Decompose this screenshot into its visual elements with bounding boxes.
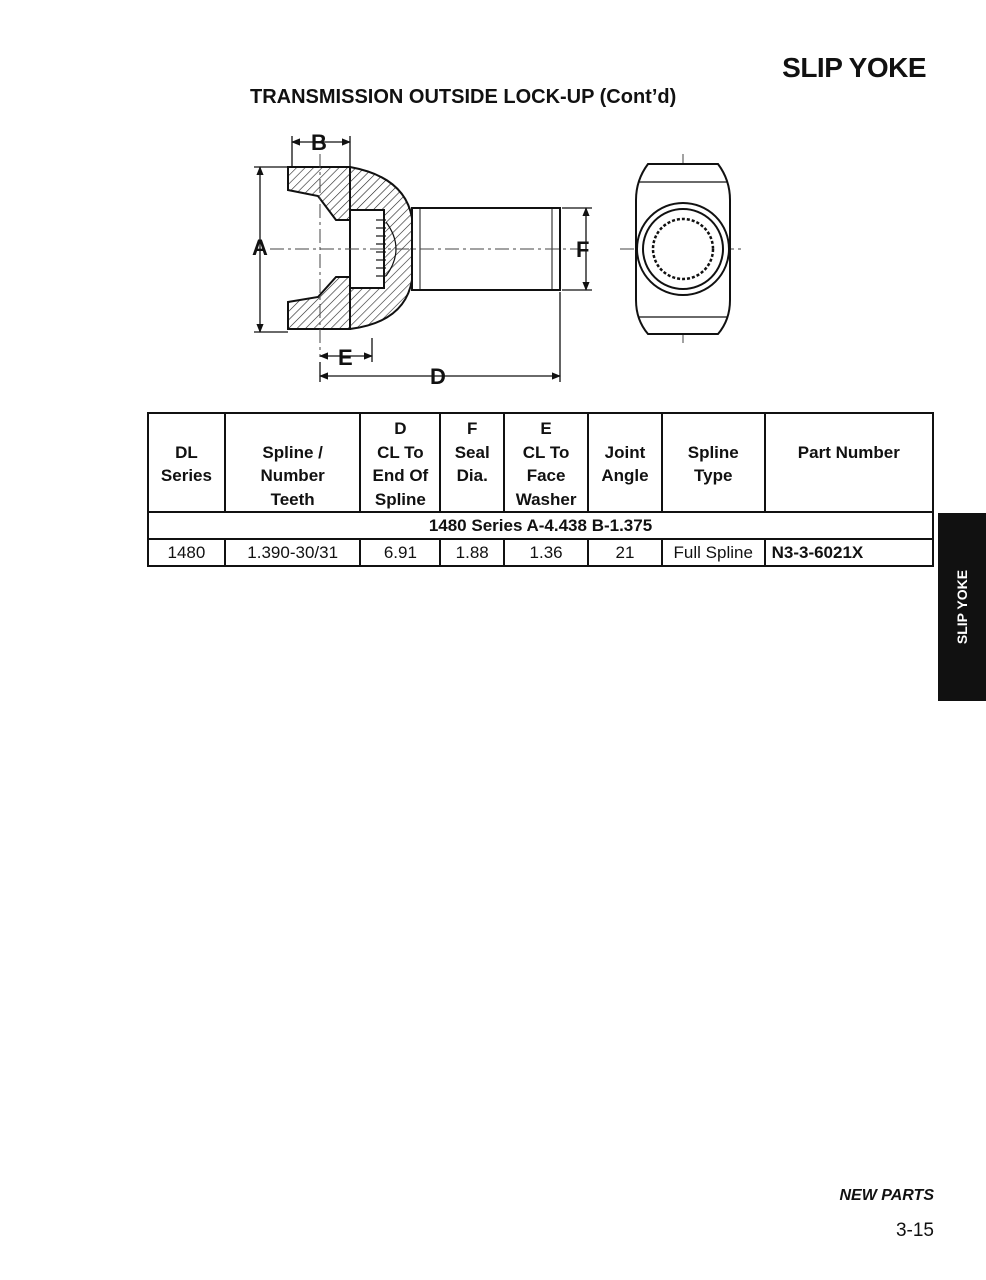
col-header-part-number <box>765 413 933 512</box>
cell-dl-series: 1480 <box>148 539 225 566</box>
col-letter <box>152 417 221 441</box>
side-tab-label: SLIP YOKE <box>954 569 970 645</box>
cell-joint-angle: 21 <box>588 539 662 566</box>
yoke-shaft <box>412 208 560 290</box>
table-header-row <box>148 413 933 512</box>
dim-label-d: D <box>430 364 446 389</box>
col-line <box>444 488 500 512</box>
col-line: Joint <box>604 442 646 462</box>
col-line: Number <box>260 466 325 485</box>
cell-spline-type: Full Spline <box>662 539 765 566</box>
table-row <box>148 539 933 566</box>
cell-cl-to-end-of-spline: 6.91 <box>360 539 440 566</box>
dim-label-f: F <box>576 237 590 262</box>
col-header-seal-dia <box>440 413 504 512</box>
col-line: CL To <box>377 442 424 462</box>
col-letter: E <box>540 419 552 438</box>
col-line: Teeth <box>270 489 315 509</box>
col-line: Series <box>160 466 212 485</box>
col-line: Spline / <box>262 442 323 462</box>
col-line <box>769 488 929 512</box>
col-line: Part Number <box>797 442 900 462</box>
cell-seal-dia: 1.88 <box>440 539 504 566</box>
col-header-joint-angle <box>588 413 662 512</box>
col-line <box>152 488 221 512</box>
col-header-dl-series <box>148 413 225 512</box>
col-line <box>769 464 929 488</box>
col-line: Spline <box>687 442 739 462</box>
col-line: End Of <box>372 466 429 485</box>
col-letter <box>592 417 658 441</box>
col-line: Spline <box>374 489 426 509</box>
col-letter <box>769 417 929 441</box>
yoke-end-view <box>636 164 730 334</box>
dim-label-e: E <box>338 345 353 370</box>
col-letter: D <box>394 419 407 438</box>
slip-yoke-diagram <box>240 122 760 390</box>
dim-label-b: B <box>311 130 327 155</box>
side-section-tab <box>938 513 986 701</box>
col-line: Face <box>526 466 566 485</box>
col-header-spline-type <box>662 413 765 512</box>
col-header-cl-to-face-washer <box>504 413 588 512</box>
series-heading-row <box>148 512 933 539</box>
col-line: CL To <box>522 442 570 462</box>
col-line: Dia. <box>456 466 488 485</box>
footer-note: NEW PARTS <box>839 1187 934 1204</box>
page-title: SLIP YOKE <box>782 52 926 83</box>
dim-label-a: A <box>252 235 268 260</box>
cell-spline-teeth: 1.390-30/31 <box>225 539 361 566</box>
col-letter: F <box>467 419 478 438</box>
col-header-cl-to-end-of-spline <box>360 413 440 512</box>
col-line: Washer <box>515 489 577 509</box>
cell-cl-to-face-washer: 1.36 <box>504 539 588 566</box>
col-line: Angle <box>601 466 649 485</box>
series-heading: 1480 Series A-4.438 B-1.375 <box>148 512 933 539</box>
col-line: Seal <box>454 442 490 462</box>
col-line: DL <box>175 442 198 462</box>
cell-part-number: N3-3-6021X <box>765 539 933 566</box>
col-letter <box>666 417 761 441</box>
col-line <box>666 488 761 512</box>
spec-table <box>147 412 934 567</box>
yoke-side-view <box>288 167 560 329</box>
section-title: TRANSMISSION OUTSIDE LOCK-UP (Cont’d) <box>250 86 677 108</box>
col-line <box>592 488 658 512</box>
col-line: Type <box>694 466 733 485</box>
col-letter <box>229 417 357 441</box>
page-number: 3-15 <box>895 1220 934 1241</box>
col-header-spline-teeth <box>225 413 361 512</box>
